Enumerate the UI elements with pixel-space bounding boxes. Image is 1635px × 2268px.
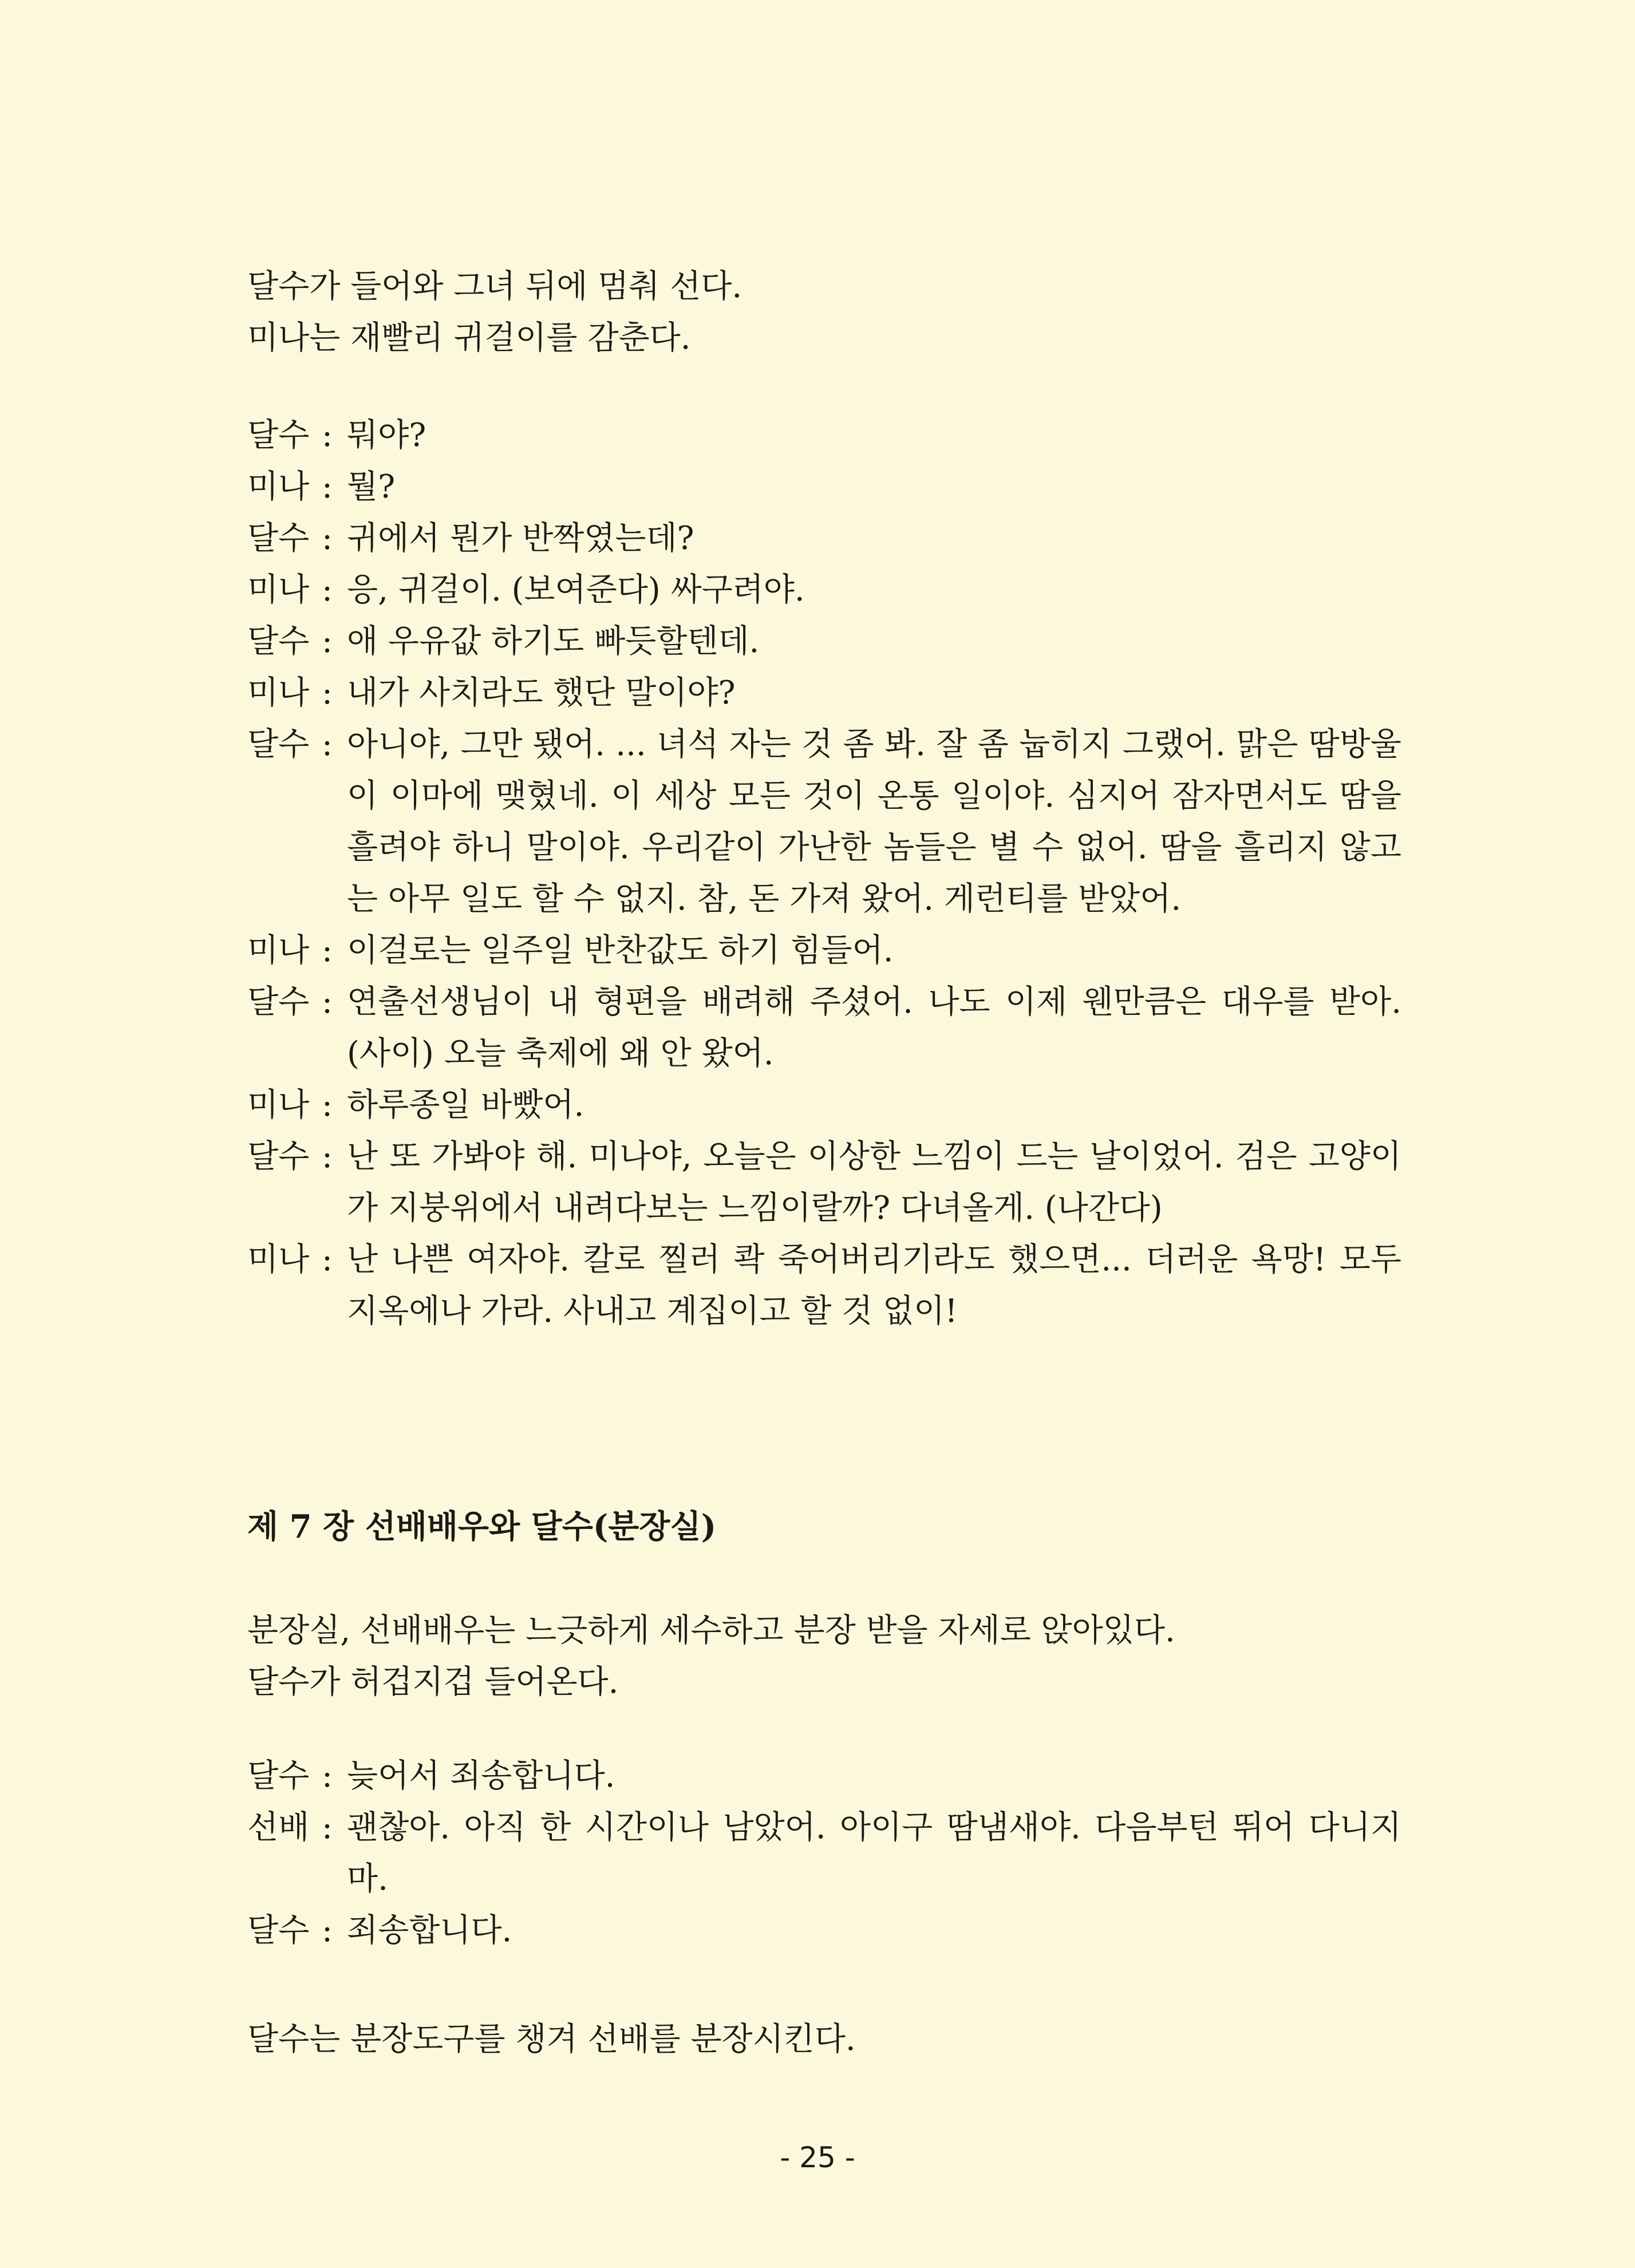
dialogue-text: 아니야, 그만 됐어. ... 녀석 자는 것 좀 봐. 잘 좀 눕히지 그랬어. 맑은 땀방울이 이마에 맺혔네. 이 세상 모든 것이 온통 일이야. 심지어 잠자면서도 땀을 흘려야 하니 말이야. 우리같이 가난한 놈들은 별 수 없어. 땀을 흘리지 않고는 아무 일도 할 수 없지. 참, 돈 가져 왔어. 게런티를 받았어.: [347, 726, 1401, 918]
speaker-name: 미나: [247, 1241, 310, 1278]
dialogue-line: [247, 977, 1401, 1080]
stage-direction-line: 달수가 허겁지겁 들어온다.: [247, 1664, 619, 1701]
speaker-colon: :: [322, 1809, 333, 1846]
stage-direction-intro: [247, 261, 1401, 364]
stage-direction-line: 분장실, 선배배우는 느긋하게 세수하고 분장 받을 자세로 앉아있다.: [247, 1612, 1175, 1649]
speaker-colon: :: [322, 1757, 333, 1795]
dialogue-text: 연출선생님이 내 형편을 배려해 주셨어. 나도 이제 웬만큼은 대우를 받아. (사이) 오늘 축제에 왜 안 왔어.: [347, 983, 1401, 1072]
dialogue-text: 이걸로는 일주일 반찬값도 하기 힘들어.: [347, 932, 894, 969]
speaker-colon: :: [322, 1912, 333, 1949]
speaker-colon: :: [322, 1241, 333, 1278]
dialogue-text: 애 우유값 하기도 빠듯할텐데.: [347, 623, 760, 660]
dialogue-line: [247, 667, 1401, 719]
speaker-name: 달수: [247, 623, 310, 660]
dialogue-line: [247, 1080, 1401, 1131]
dialogue-text: 괜찮아. 아직 한 시간이나 남았어. 아이구 땀냄새야. 다음부턴 뛰어 다니지마.: [347, 1809, 1401, 1898]
speaker-colon: :: [322, 571, 333, 609]
dialogue-text: 하루종일 바빴어.: [347, 1086, 585, 1124]
dialogue-line: [247, 410, 1401, 461]
speaker-name: 달수: [247, 983, 310, 1021]
dialogue-text: 뭐야?: [347, 417, 426, 454]
speaker-name: 달수: [247, 1757, 310, 1795]
dialogue-line: [247, 719, 1401, 925]
dialogue-line: [247, 616, 1401, 667]
dialogue-line: [247, 925, 1401, 977]
speaker-colon: :: [322, 1086, 333, 1124]
chapter-heading: 제 7 장 선배배우와 달수(분장실): [247, 1508, 717, 1546]
speaker-colon: :: [322, 468, 333, 505]
stage-direction-scene-b: [247, 1605, 1401, 1708]
page-number: - 25 -: [780, 2141, 855, 2174]
speaker-colon: :: [322, 726, 333, 763]
speaker-name: 달수: [247, 520, 310, 557]
dialogue-text: 뭘?: [347, 468, 396, 505]
speaker-name: 미나: [247, 468, 310, 505]
speaker-colon: :: [322, 623, 333, 660]
dialogue-text: 내가 사치라도 했단 말이야?: [347, 674, 736, 712]
dialogue-line: [247, 564, 1401, 616]
speaker-name: 달수: [247, 726, 310, 763]
dialogue-line: [247, 1802, 1401, 1905]
speaker-colon: :: [322, 674, 333, 712]
dialogue-text: 난 또 가봐야 해. 미나야, 오늘은 이상한 느낌이 드는 날이었어. 검은 고양이가 지붕위에서 내려다보는 느낌이랄까? 다녀올게. (나간다): [347, 1138, 1401, 1227]
stage-direction-line: 달수가 들어와 그녀 뒤에 멈춰 선다.: [247, 268, 743, 305]
speaker-colon: :: [322, 1138, 333, 1175]
dialogue-text: 응, 귀걸이. (보여준다) 싸구려야.: [347, 571, 805, 609]
speaker-name: 달수: [247, 1912, 310, 1949]
speaker-colon: :: [322, 983, 333, 1021]
speaker-name: 미나: [247, 571, 310, 609]
speaker-name: 선배: [247, 1809, 310, 1846]
speaker-name: 달수: [247, 417, 310, 454]
speaker-name: 미나: [247, 674, 310, 712]
speaker-colon: :: [322, 932, 333, 969]
stage-direction-line: 미나는 재빨리 귀걸이를 감춘다.: [247, 319, 691, 357]
dialogue-line: [247, 1905, 1401, 1957]
stage-direction-line: 달수는 분장도구를 챙겨 선배를 분장시킨다.: [247, 2021, 856, 2058]
dialogue-block-b: [247, 1751, 1401, 1957]
dialogue-text: 귀에서 뭔가 반짝였는데?: [347, 520, 694, 557]
dialogue-text: 난 나쁜 여자야. 칼로 찔러 콱 죽어버리기라도 했으면... 더러운 욕망! 모두 지옥에나 가라. 사내고 계집이고 할 것 없이!: [347, 1241, 1401, 1330]
dialogue-text: 늦어서 죄송합니다.: [347, 1757, 615, 1795]
dialogue-block-a: [247, 410, 1401, 1337]
speaker-name: 달수: [247, 1138, 310, 1175]
dialogue-line: [247, 1234, 1401, 1337]
stage-direction-closing: [247, 2014, 1401, 2065]
dialogue-line: [247, 1131, 1401, 1234]
speaker-colon: :: [322, 417, 333, 454]
speaker-name: 미나: [247, 932, 310, 969]
dialogue-line: [247, 513, 1401, 564]
dialogue-line: [247, 461, 1401, 513]
dialogue-line: [247, 1751, 1401, 1802]
dialogue-text: 죄송합니다.: [347, 1912, 512, 1949]
speaker-name: 미나: [247, 1086, 310, 1124]
speaker-colon: :: [322, 520, 333, 557]
